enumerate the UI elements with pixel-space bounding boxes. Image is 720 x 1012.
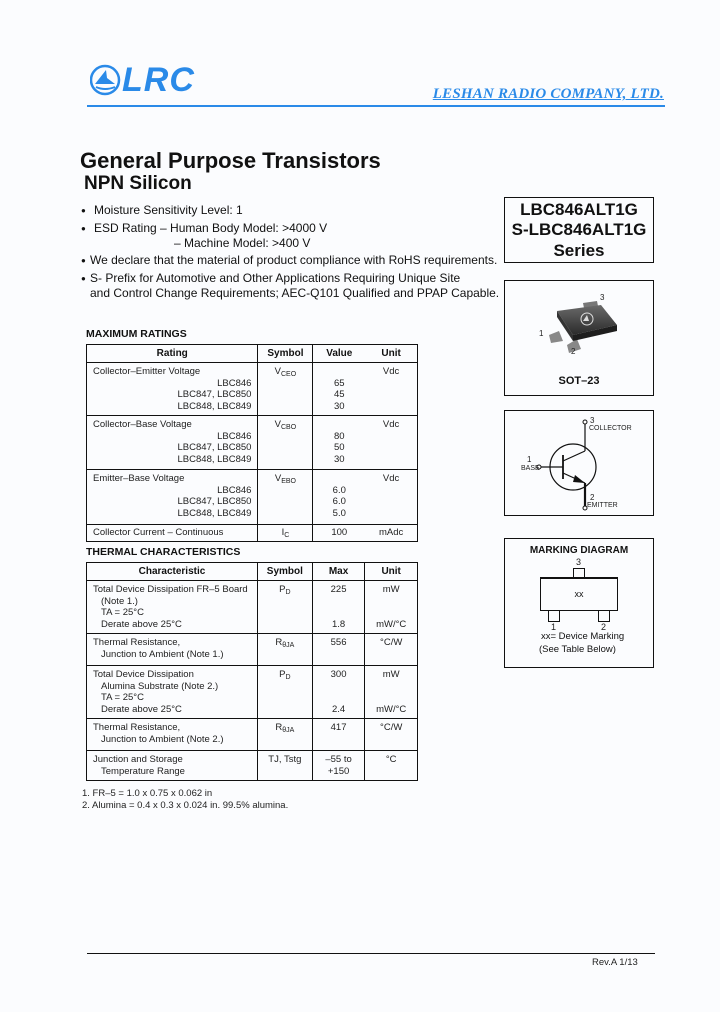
char-line: Derate above 25°C xyxy=(101,703,182,715)
schematic-box xyxy=(504,410,654,516)
variant: LBC847, LBC850 xyxy=(177,442,252,453)
value: 6.0 xyxy=(332,496,346,507)
symbol-sub: CBO xyxy=(281,424,297,431)
feature-esd: ● ESD Rating – Human Body Model: >4000 V xyxy=(80,221,499,236)
table-row xyxy=(87,719,418,751)
marking-title: MARKING DIAGRAM xyxy=(529,545,629,556)
char-line: Thermal Resistance, xyxy=(93,637,181,648)
mark-body xyxy=(540,577,618,611)
note-2: 2. Alumina = 0.4 x 0.3 x 0.024 in. 99.5% alumina. xyxy=(82,800,289,811)
unit: mAdc xyxy=(365,525,417,542)
rating-label: Emitter–Base Voltage xyxy=(93,473,185,484)
series-label: Series xyxy=(553,241,605,260)
char-line: (Note 1.) xyxy=(101,595,138,607)
symbol: P xyxy=(279,584,286,595)
symbol: P xyxy=(279,669,286,680)
char-line: Junction and Storage xyxy=(93,754,183,765)
rating-label: Collector–Emitter Voltage xyxy=(93,366,201,377)
rating-label: Collector Current – Continuous xyxy=(87,525,258,542)
pkg-pin3-label: 3 xyxy=(600,293,605,302)
feature-s-prefix: ● S- Prefix for Automotive and Other Applications Requiring Unique Site xyxy=(80,271,499,286)
col-max: Max xyxy=(312,563,365,581)
value: 30 xyxy=(333,453,345,465)
package-name: SOT–23 xyxy=(558,375,600,387)
symbol-sub: D xyxy=(285,589,291,596)
symbol: V xyxy=(274,473,282,484)
unit: Vdc xyxy=(365,416,417,470)
symbol-sub: θJA xyxy=(282,642,295,649)
char-line: Total Device Dissipation xyxy=(93,669,194,680)
feature-list xyxy=(80,203,499,301)
max-value: 300 xyxy=(330,669,347,680)
variant: LBC847, LBC850 xyxy=(177,496,252,507)
col-characteristic: Characteristic xyxy=(87,563,258,581)
char-line: TA = 25°C xyxy=(101,692,144,703)
max-value: –55 to xyxy=(325,754,352,765)
part-number-box xyxy=(504,197,654,263)
value: 80 xyxy=(333,430,345,442)
thermal-title: THERMAL CHARACTERISTICS xyxy=(86,546,241,558)
char-line: Alumina Substrate (Note 2.) xyxy=(101,680,219,692)
header-rule xyxy=(87,105,665,107)
max-value: 1.8 xyxy=(331,618,346,630)
value: 100 xyxy=(313,525,365,542)
col-unit: Unit xyxy=(365,345,417,363)
mark-pin2 xyxy=(598,611,610,622)
revision-label: Rev.A 1/13 xyxy=(592,957,638,968)
symbol-sub: D xyxy=(285,674,291,681)
value: 30 xyxy=(333,400,345,412)
unit: °C/W xyxy=(365,719,418,751)
variant: LBC848, LBC849 xyxy=(177,453,252,465)
max-ratings-table xyxy=(86,344,418,542)
variant: LBC847, LBC850 xyxy=(177,389,252,400)
sch-pin2-label: 2 xyxy=(590,493,595,502)
feature-esd-machine: – Machine Model: >400 V xyxy=(174,236,311,250)
variant: LBC846 xyxy=(217,377,252,389)
unit: mW xyxy=(382,669,400,680)
variant: LBC848, LBC849 xyxy=(177,400,252,412)
unit: Vdc xyxy=(365,363,417,416)
max-ratings-title: MAXIMUM RATINGS xyxy=(86,328,187,340)
table-row xyxy=(87,581,418,634)
logo-text: LRC xyxy=(122,61,195,99)
package-box xyxy=(504,280,654,396)
unit: °C xyxy=(365,751,418,781)
unit: mW/°C xyxy=(376,703,407,715)
symbol: R xyxy=(275,722,283,733)
rating-label: Collector–Base Voltage xyxy=(93,419,192,430)
lrc-logo-icon xyxy=(90,60,122,100)
char-line: Thermal Resistance, xyxy=(93,722,181,733)
base-label: BASE xyxy=(521,465,540,472)
value: 5.0 xyxy=(332,507,346,519)
char-line: Junction to Ambient (Note 1.) xyxy=(101,648,224,660)
table-row xyxy=(87,666,418,719)
marking-code: xx xyxy=(574,589,584,599)
value: 50 xyxy=(333,442,345,453)
part-number: LBC846ALT1G xyxy=(520,200,638,219)
feature-msl: ● Moisture Sensitivity Level: 1 xyxy=(80,203,499,218)
symbol-sub: θJA xyxy=(282,727,295,734)
mark-pin1-label: 1 xyxy=(551,622,557,632)
part-number-s: S-LBC846ALT1G xyxy=(511,220,647,239)
table-row xyxy=(87,416,418,470)
marking-legend-note: (See Table Below) xyxy=(539,644,616,655)
unit: mW xyxy=(382,584,400,595)
footer-rule xyxy=(87,953,655,954)
variant: LBC846 xyxy=(217,430,252,442)
col-rating: Rating xyxy=(87,345,258,363)
company-name: LESHAN RADIO COMPANY, LTD. xyxy=(432,86,664,102)
col-symbol: Symbol xyxy=(258,345,313,363)
symbol: V xyxy=(274,366,281,377)
symbol: I xyxy=(281,527,285,538)
sch-pin1-label: 1 xyxy=(527,455,532,464)
pkg-pin2-label: 2 xyxy=(571,347,576,356)
table-row xyxy=(87,363,418,416)
value: 6.0 xyxy=(332,484,346,496)
col-unit: Unit xyxy=(365,563,418,581)
char-line: TA = 25°C xyxy=(101,607,144,618)
max-value: +150 xyxy=(327,765,350,777)
symbol: TJ, Tstg xyxy=(257,751,312,781)
page-subtitle: NPN Silicon xyxy=(84,173,192,194)
unit: Vdc xyxy=(365,470,417,525)
variant: LBC846 xyxy=(217,484,252,496)
symbol-sub: EBO xyxy=(281,478,296,485)
feature-rohs: ● We declare that the material of product compliance with RoHS requirements. xyxy=(80,253,499,268)
symbol-sub: CEO xyxy=(281,371,297,378)
col-value: Value xyxy=(313,345,365,363)
table-row xyxy=(87,470,418,525)
notes xyxy=(82,788,288,812)
mark-pin2-label: 2 xyxy=(601,622,607,632)
page-title: General Purpose Transistors xyxy=(80,148,381,173)
value: 45 xyxy=(333,389,345,400)
unit: mW/°C xyxy=(376,618,407,630)
unit: °C/W xyxy=(365,634,418,666)
char-line: Derate above 25°C xyxy=(101,618,182,630)
lrc-logo xyxy=(90,60,120,100)
mark-pin1 xyxy=(548,611,560,622)
char-line: Total Device Dissipation FR–5 Board xyxy=(93,584,248,595)
symbol-sub: C xyxy=(284,532,290,539)
value: 65 xyxy=(333,377,345,389)
table-row xyxy=(87,751,418,781)
sot23-package-icon xyxy=(505,281,653,371)
max-value: 417 xyxy=(312,719,365,751)
pkg-pin1-label: 1 xyxy=(539,329,544,338)
table-row xyxy=(87,525,418,542)
variant: LBC848, LBC849 xyxy=(177,507,252,519)
table-row xyxy=(87,634,418,666)
mark-pin3-label: 3 xyxy=(576,557,582,567)
symbol: R xyxy=(275,637,283,648)
note-1: 1. FR–5 = 1.0 x 0.75 x 0.062 in xyxy=(82,788,213,799)
max-value: 225 xyxy=(330,584,347,595)
marking-legend: xx= Device Marking xyxy=(541,631,625,642)
col-symbol: Symbol xyxy=(257,563,312,581)
max-value: 2.4 xyxy=(331,703,346,715)
thermal-table xyxy=(86,562,418,781)
emitter-label: EMITTER xyxy=(587,502,618,509)
char-line: Junction to Ambient (Note 2.) xyxy=(101,733,224,745)
max-value: 556 xyxy=(312,634,365,666)
collector-label: COLLECTOR xyxy=(589,425,632,432)
sch-pin3-label: 3 xyxy=(590,416,595,425)
symbol: V xyxy=(274,419,281,430)
marking-diagram-box xyxy=(504,538,654,668)
feature-s-prefix-cont: and Control Change Requirements; AEC-Q101 Qualified and PPAP Capable. xyxy=(90,286,500,300)
char-line: Temperature Range xyxy=(101,765,185,777)
